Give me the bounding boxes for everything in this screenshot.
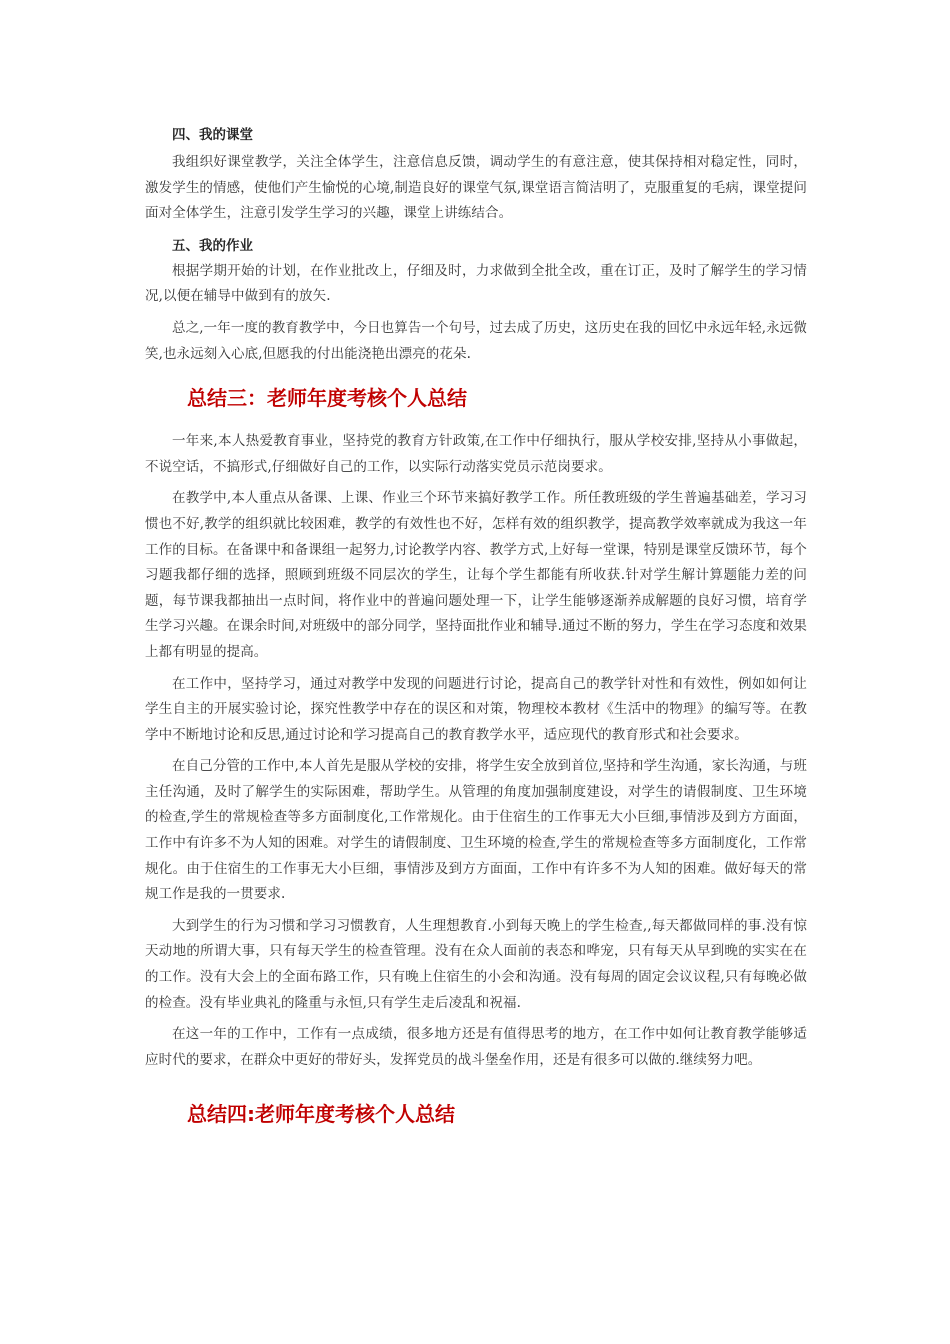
section-heading-homework: 五、我的作业 (172, 237, 253, 254)
paragraph-conclusion: 总之,一年一度的教育教学中，今日也算告一个句号，过去成了历史，这历史在我的回忆中永远年轻,永远微笑,也永远刻入心底,但愿我的付出能浇艳出漂亮的花朵. (145, 319, 807, 362)
summary-three-paragraph: 一年来,本人热爱教育事业，坚持党的教育方针政策,在工作中仔细执行，服从学校安排,坚持从小事做起，不说空话，不搞形式,仔细做好自己的工作，以实际行动落实党员示范岗要求。 (145, 433, 807, 475)
paragraph-classroom: 我组织好课堂教学，关注全体学生，注意信息反馈，调动学生的有意注意，使其保持相对稳定性，同时，激发学生的情感，使他们产生愉悦的心境,制造良好的课堂气氛,课堂语言简洁明了，克服重复的毛病，课堂提问面对全体学生，注意引发学生学习的兴趣，课堂上讲练结合。 (145, 154, 807, 222)
summary-three-paragraph: 在这一年的工作中，工作有一点成绩，很多地方还是有值得思考的地方，在工作中如何让教育教学能够适应时代的要求，在群众中更好的带好头，发挥党员的战斗堡垒作用，还是有很多可以做的.继续努力吧。 (145, 1026, 807, 1068)
summary-three-paragraph: 在教学中,本人重点从备课、上课、作业三个环节来搞好教学工作。所任教班级的学生普遍基础差，学习习惯也不好,教学的组织就比较困难，教学的有效性也不好，怎样有效的组织教学，提高教学效率就成为我这一年工作的目标。在备课中和备课组一起努力,讨论教学内容、教学方式,上好每一堂课，特别是课堂反馈环节，每个习题我都仔细的选择，照顾到班级不同层次的学生，让每个学生都能有所收获.针对学生解计算题能力差的问题，每节课我都抽出一点时间，将作业中的普遍问题处理一下，让学生能够逐渐养成解题的良好习惯，培育学生学习兴趣。在课余时间,对班级中的部分同学，坚持面批作业和辅导.通过不断的努力，学生在学习态度和效果上都有明显的提高。 (145, 490, 807, 660)
summary-three-paragraph: 大到学生的行为习惯和学习习惯教育，人生理想教育.小到每天晚上的学生检查,,每天都做同样的事.没有惊天动地的所谓大事，只有每天学生的检查管理。没有在众人面前的表态和哗宠，只有每天从早到晚的实实在在的工作。没有大会上的全面布路工作，只有晚上住宿生的小会和沟通。没有每周的固定会议议程,只有每晚必做的检查。没有毕业典礼的隆重与永恒,只有学生走后凌乱和祝福. (145, 917, 807, 1011)
paragraph-homework: 根据学期开始的计划，在作业批改上，仔细及时，力求做到全批全改，重在订正，及时了解学生的学习情况,以便在辅导中做到有的放矢. (145, 262, 807, 305)
summary-four-title: 总结四:老师年度考核个人总结 (187, 1102, 455, 1127)
document-body (145, 122, 807, 1129)
summary-three-paragraph: 在工作中，坚持学习，通过对教学中发现的问题进行讨论，提高自己的教学针对性和有效性，例如如何让学生自主的开展实验讨论，探究性教学中存在的误区和对策，物理校本教材《生活中的物理》的编写等。在教学中不断地讨论和反思,通过讨论和学习提高自己的教育教学水平，适应现代的教育形式和社会要求。 (145, 675, 807, 743)
summary-three-paragraph: 在自己分管的工作中,本人首先是服从学校的安排，将学生安全放到首位,坚持和学生沟通，家长沟通，与班主任沟通，及时了解学生的实际困难，帮助学生。从管理的角度加强制度建设，对学生的请假制度、卫生环境的检查,学生的常规检查等多方面制度化,工作常规化。由于住宿生的工作事无大小巨细,事情涉及到方方面面，工作中有许多不为人知的困难。对学生的请假制度、卫生环境的检查,学生的常规检查等多方面制度化，工作常规化。由于住宿生的工作事无大小巨细，事情涉及到方方面面，工作中有许多不为人知的困难。做好每天的常规工作是我的一贯要求. (145, 758, 807, 903)
section-heading-classroom: 四、我的课堂 (172, 127, 253, 143)
summary-three-title: 总结三：老师年度考核个人总结 (187, 386, 467, 411)
